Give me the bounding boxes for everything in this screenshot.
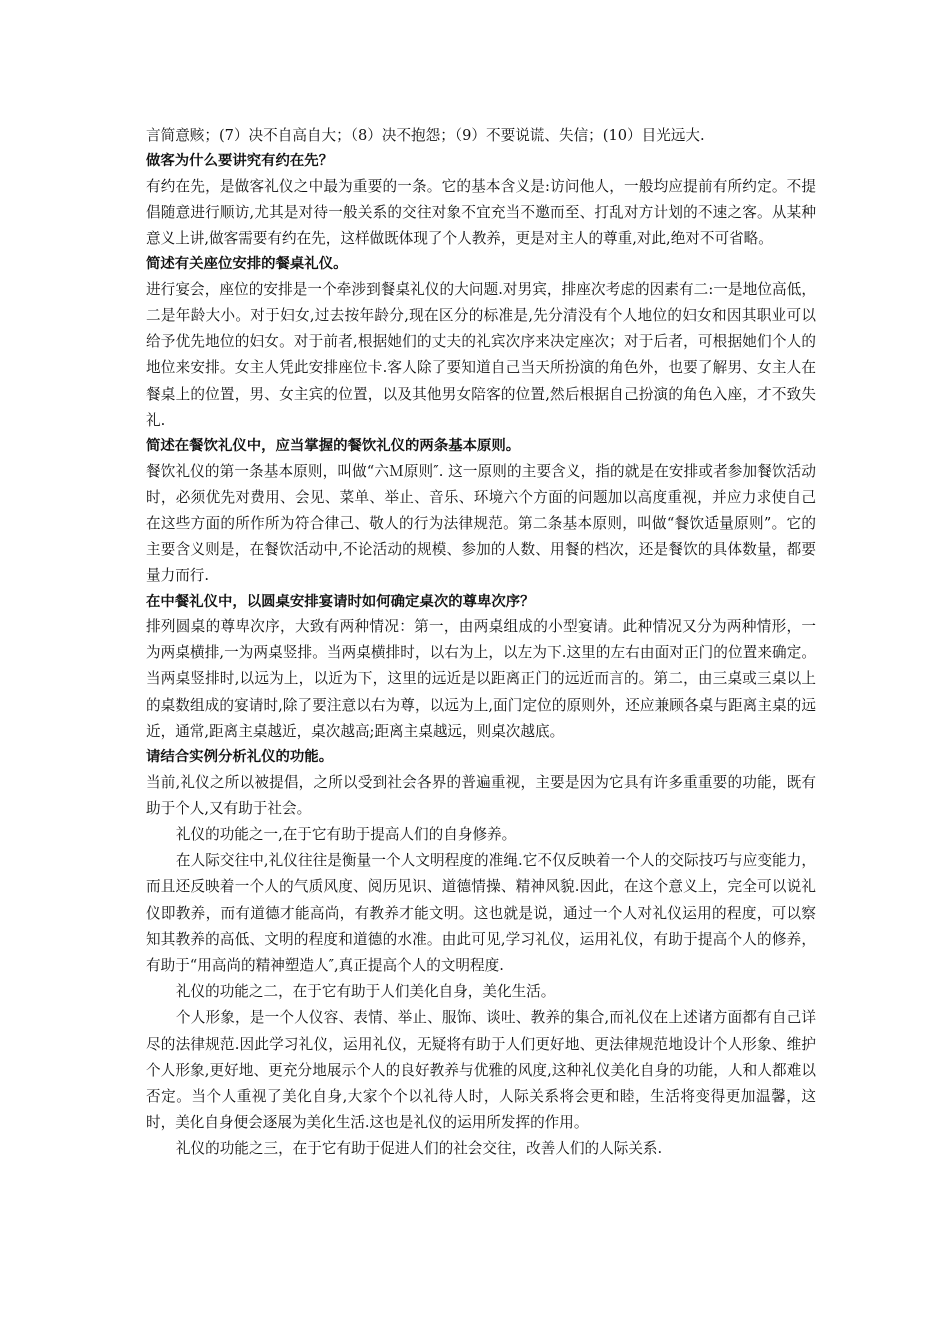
section-body-table-order: 排列圆桌的尊卑次序，大致有两种情况：第一，由两桌组成的小型宴请。此种情况又分为两种情形，一为两桌横排,一为两桌竖排。当两桌横排时，以右为上，以左为下.这里的左右由面对正门的位置来确定。当两桌竖排时,以远为上，以近为下，这里的远近是以距离正门的远近而言的。第二，由三桌或三桌以上的桌数组成的宴请时,除了要注意以右为尊，以远为上,面门定位的原则外，还应兼顾各桌与距离主桌的远近，通常,距离主桌越近，桌次越高;距离主桌越远，则桌次越底。 bbox=[146, 618, 816, 740]
section-body-dining-principles: 餐饮礼仪的第一条基本原则，叫做“六Ｍ原则″. 这一原则的主要含义，指的就是在安排或者参加餐饮活动时，必须优先对费用、会见、菜单、举止、音乐、环境六个方面的问题加以高度重视，并应力求使自己在这些方面的所作所为符合律己、敬人的行为法律规范。第二条基本原则，叫做“餐饮适量原则”。它的主要含义则是，在餐饮活动中,不论活动的规模、参加的人数、用餐的档次，还是餐饮的具体数量，都要量力而行. bbox=[146, 462, 816, 585]
function-two-body: 个人形象，是一个人仪容、表情、举止、服饰、谈吐、教养的集合,而礼仪在上述诸方面都有自己详尽的法律规范.因此学习礼仪，运用礼仪，无疑将有助于人们更好地、更法律规范地设计个人形象、维护个人形象,更好地、更充分地展示个人的良好教养与优雅的风度,这种礼仪美化自身的功能，人和人都难以否定。当个人重视了美化自身,大家个个以礼待人时，人际关系将会更和睦，生活将变得更加温馨，这时，美化自身便会逐展为美化生活.这也是礼仪的运用所发挥的作用。 bbox=[146, 1009, 816, 1132]
intro-line: 言简意赅；(7）决不自高自大；（8）决不抱怨；（9）不要说谎、失信；(10）目光远大. bbox=[146, 127, 705, 144]
function-one-body: 在人际交往中,礼仪往往是衡量一个人文明程度的准绳.它不仅反映着一个人的交际技巧与应变能力，而且还反映着一个人的气质风度、阅历见识、道德情操、精神风貌.因此，在这个意义上，完全可以说礼仪即教养，而有道德才能高尚，有教养才能文明。这也就是说，通过一个人对礼仪运用的程度，可以察知其教养的高低、文明的程度和道德的水准。由此可见,学习礼仪，运用礼仪，有助于提高个人的修养，有助于“用高尚的精神塑造人″,真正提高个人的文明程度. bbox=[146, 852, 816, 974]
function-two-title: 礼仪的功能之二，在于它有助于人们美化自身，美化生活。 bbox=[175, 983, 556, 1001]
function-three-title: 礼仪的功能之三，在于它有助于促进人们的社会交往，改善人们的人际关系. bbox=[175, 1140, 663, 1158]
section-heading-etiquette-functions: 请结合实例分析礼仪的功能。 bbox=[146, 749, 334, 766]
document-page bbox=[146, 123, 816, 1163]
section-heading-appointment: 做客为什么要讲究有约在先？ bbox=[146, 153, 334, 170]
section-body-seating: 进行宴会，座位的安排是一个牵涉到餐桌礼仪的大问题.对男宾，排座次考虑的因素有二:一是地位高低，二是年龄大小。对于妇女,过去按年龄分,现在区分的标准是,先分清没有个人地位的妇女和因其职业可以给予优先地位的妇女。对于前者,根据她们的丈夫的礼宾次序来决定座次；对于后者，可根据她们个人的地位来安排。女主人凭此安排座位卡.客人除了要知道自己当天所扮演的角色外，也要了解男、女主人在餐桌上的位置，男、女主宾的位置，以及其他男女陪客的位置,然后根据自己扮演的角色入座，才不致失礼. bbox=[146, 280, 816, 429]
function-one-title: 礼仪的功能之一,在于它有助于提高人们的自身修养。 bbox=[175, 825, 517, 843]
section-heading-seating: 简述有关座位安排的餐桌礼仪。 bbox=[146, 256, 348, 273]
section-body-appointment: 有约在先，是做客礼仪之中最为重要的一条。它的基本含义是:访问他人，一般均应提前有所约定。不提倡随意进行顺访,尤其是对待一般关系的交往对象不宜充当不邀而至、打乱对方计划的不速之客。从某种意义上讲,做客需要有约在先，这样做既体现了个人教养，更是对主人的尊重,对此,绝对不可省略。 bbox=[146, 177, 816, 248]
section-heading-table-order: 在中餐礼仪中，以圆桌安排宴请时如何确定桌次的尊卑次序？ bbox=[146, 593, 535, 610]
section-body-etiquette-functions: 当前,礼仪之所以被提倡，之所以受到社会各界的普遍重视，主要是因为它具有许多重重要的功能，既有助于个人,又有助于社会。 bbox=[146, 773, 816, 817]
section-heading-dining-principles: 简述在餐饮礼仪中，应当掌握的餐饮礼仪的两条基本原则。 bbox=[146, 438, 521, 455]
